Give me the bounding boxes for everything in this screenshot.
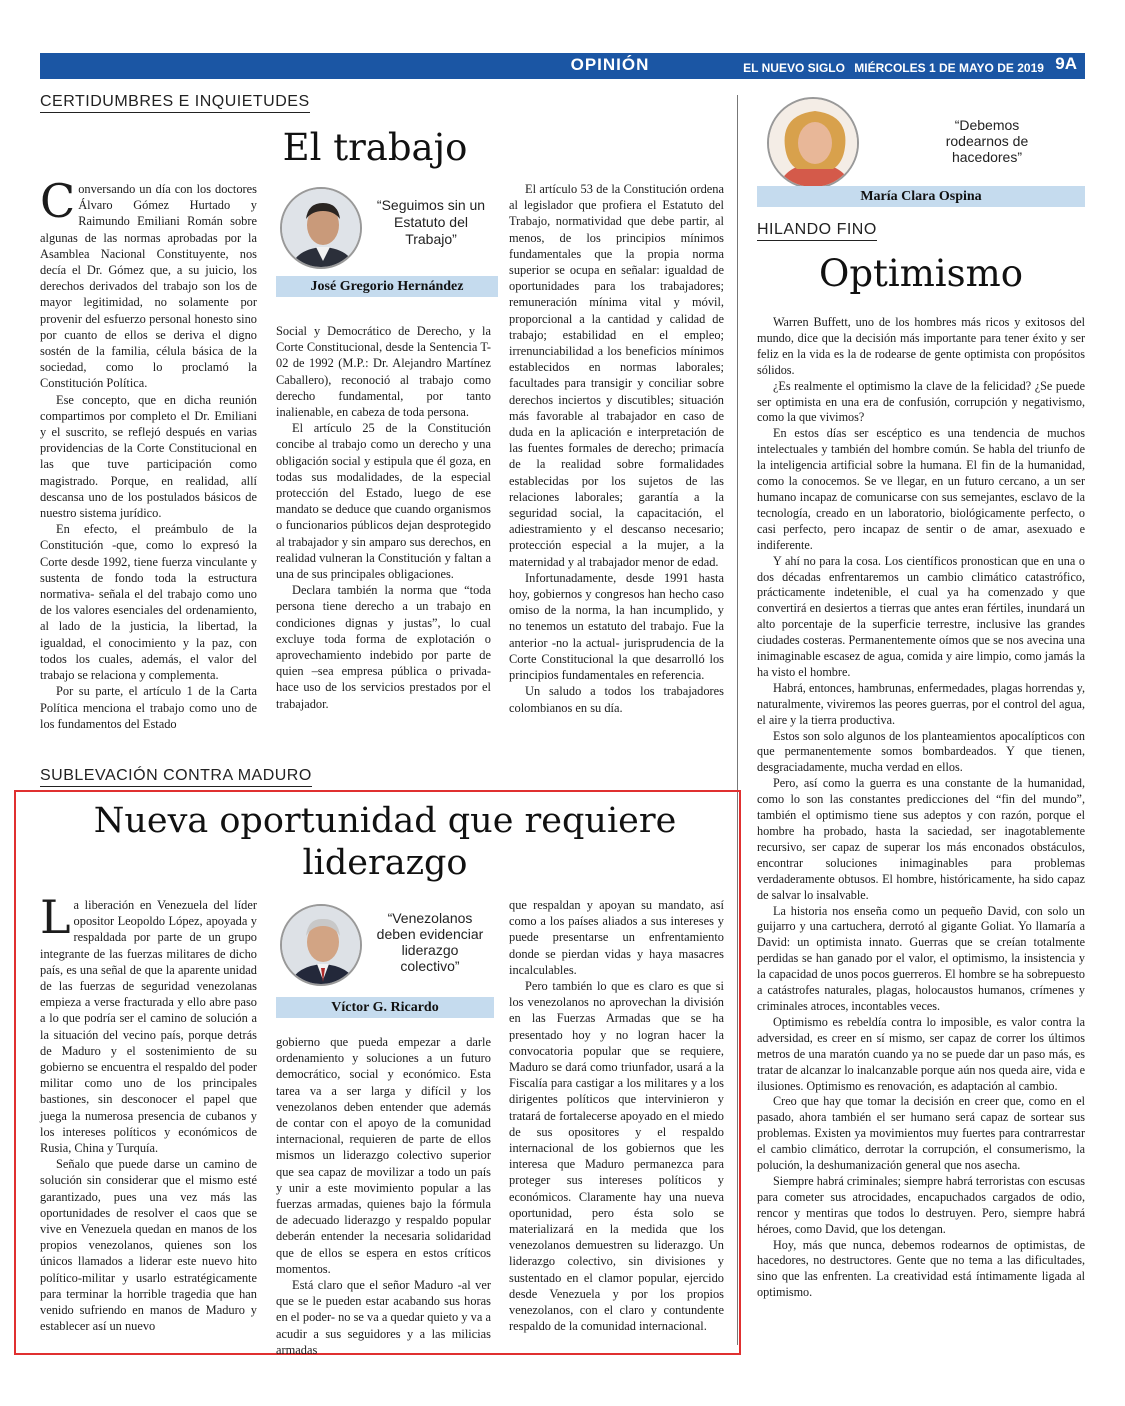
paragraph: El artículo 53 de la Constitución ordena al legislador que profiera el Estatuto del Trabajo, normatividad que debe partir, al menos, de los principios mínimos fundamentales que la propia norma superior se ocupa en señalar: igualdad de oportunidades para los trabajadores; remuneración mínima vital y móvil, proporcional a la cantidad y calidad de trabajo; estabilidad en el empleo; irrenunciabilidad a los beneficios mínimos establecidos en normas laborales; facultades para transigir y conciliar sobre derechos inciertos y discutibles; situación más favorable al trabajador en caso de duda en la aplicación e interpretación de las fuentes formales de derecho; primacía de la realidad sobre formalidades establecidas por los sujetos de las relaciones laborales; garantía a la seguridad social, la capacitación, el adiestramiento y el descanso necesario; protección especial a la mujer, a la maternidad y al trabajador menor de edad. — [509, 182, 724, 569]
paragraph: Un saludo a todos los trabajadores colombianos en su día. — [509, 684, 724, 715]
article-title: Nueva oportunidad que requiere liderazgo — [93, 801, 677, 883]
section-header-band — [40, 53, 1085, 79]
paragraph: El artículo 25 de la Constitución concibe al trabajo como un derecho y una obligación social y estipula que él goza, en todas sus modalidades, de la especial protección del Estado, luego de ese mandato se deduce que cuando organismos o funcionarios públicos dejan desprotegido al trabajador y sin amparo sus derechos, en realidad vulneran la Constitución y faltan a una de sus principales obligaciones. — [276, 421, 491, 582]
paragraph: Hoy, más que nunca, debemos rodearnos de optimistas, de hacedores, no destructores. Gente que no tema a las dificultades, sino que las enfrenten. La creatividad está íntimamente ligada al optimismo. — [757, 1237, 1085, 1300]
paragraph: Infortunadamente, desde 1991 hasta hoy, gobiernos y congresos han hecho caso omiso de la norma, la han incumplido, y no tenemos un estatuto del trabajo. Fue la anterior -no la actual- jurisprudencia de la Corte Constitucional la que desarrolló los principios fundamentales en referencia. — [509, 570, 724, 683]
paragraph: Señalo que puede darse un camino de solución sin considerar que el mismo esté garantizado, pues una vez más las oportunidades de resolver el caos que se vive en Venezuela quedan en manos de los propios venezolanos, quienes son los únicos llamados a liderar este nuevo hito político-militar y usarlo estratégicamente para terminar la horrible tragedia que han venido sufriendo en manos de Maduro y establecer así un nuevo — [40, 1157, 257, 1334]
author-name: María Clara Ospina — [757, 186, 1085, 207]
folio — [743, 54, 1077, 77]
article-column — [40, 890, 257, 1334]
page-number: 9A — [1055, 54, 1077, 73]
drop-cap: C — [40, 174, 76, 228]
author-photo — [280, 904, 362, 986]
pull-quote: “Seguimos sin un Estatuto del Trabajo” — [376, 197, 486, 247]
paragraph: Pero, así como la guerra es una constante de la humanidad, como lo son las constantes predicciones del “fin del mundo”, también el optimismo tiene sus adeptos y con razón, porque el hombre ha probado, hasta la saciedad, ser inagotablemente recursivo, ser capaz de superar los más enconados obstáculos, encontrar soluciones inimaginables para problemas verdaderamente obtusos. El hombre, históricamente, ha sido capaz de salvar lo insalvable. — [757, 776, 1085, 902]
author-box — [276, 183, 498, 301]
paragraph: que respaldan y apoyan su mandato, así como a los países aliados a sus intereses y puede presentarse un enfrentamiento donde se pierdan vidas y haya masacres incalculables. — [509, 898, 724, 977]
author-photo — [280, 187, 362, 269]
article-column — [509, 181, 724, 716]
paragraph: Y ahí no para la cosa. Los científicos pronostican que en una o dos décadas enfrentaremos un cambio climático catastrófico, prácticamente indetenible, el cual ya ha comenzado y que convertirá en desiertos a tierras que antes eran fértiles, inundará un alto porcentaje de la superficie terrestre, inclusive las grandes ciudades costeras. Permanentemente oímos que se nos avecina una inimaginable escasez de agua, comida y aire limpio, como jamás la ha visto el hombre. — [757, 553, 1085, 679]
article-column — [276, 1034, 491, 1358]
paragraph: Optimismo es rebeldía contra lo imposible, es valor contra la adversidad, es creer en sí mismo, ser capaz de correr los últimos metros de una maratón cuando ya no se puede dar un paso más, es tratar de alcanzar lo inalcanzable porque aún nos queda aire, vida e ilusiones. Optimismo es renovación, es adaptación al cambio. — [757, 1014, 1085, 1093]
paragraph: Conversando un día con los doctores Álvaro Gómez Hurtado y Raimundo Emiliani Román sobre algunas de las normas aprobadas por la Asamblea Nacional Constituyente, nos decía el Dr. Gómez que, a su juicio, los derechos derivados del trabajo son los de mayor legitimidad, no solamente por provenir del esfuerzo personal honesto sino por cuanto de ellos se deriva el digno sostén de la familia, célula básica de la sociedad, como lo proclamó la Constitución Política. — [40, 174, 257, 391]
author-name: Víctor G. Ricardo — [276, 997, 494, 1018]
paragraph: Social y Democrático de Derecho, y la Corte Constitucional, desde la Sentencia T-02 de 1992 (M.P.: Dr. Alejandro Martínez Caballero), reconoció al trabajo como derecho fundamental, por tanto inalienable, en cabeza de toda persona. — [276, 324, 491, 420]
issue-date: MIÉRCOLES 1 DE MAYO DE 2019 — [854, 61, 1044, 75]
section-title: OPINIÓN — [570, 55, 650, 74]
article-kicker: CERTIDUMBRES E INQUIETUDES — [40, 93, 310, 113]
article-kicker: HILANDO FINO — [757, 221, 877, 241]
pull-quote: “Debemos rodearnos de hacedores” — [945, 117, 1029, 165]
article-column — [509, 897, 724, 1334]
paragraph: Por su parte, el artículo 1 de la Carta Política menciona el trabajo como uno de los fundamentos del Estado — [40, 684, 257, 731]
paragraph: Siempre habrá criminales; siempre habrá terroristas con escusas para cometer sus atrocidades, encapuchados cargados de odio, rencor y mentiras que todos lo destruyen. Pero, siempre habrá héroes, como David, que los detengan. — [757, 1173, 1085, 1236]
paragraph: Pero también lo que es claro es que si los venezolanos no aprovechan la división en las Fuerzas Armadas que se ha presentado hoy y no logran hacer la convocatoria popular que se requiere, Maduro se dará como triunfador, usará a la Fiscalía para castigar a los militares y a los dirigentes políticos que intervinieron y tratará de fortalecerse apoyado en el miedo de sus opositores y el respaldo internacional de los gobiernos que les interesa que Maduro permanezca para proteger sus intereses políticos y económicos. Claramente hay una nueva oportunidad, pero ésta solo se materializará en la medida que los venezolanos demuestren su liderazgo. Un liderazgo colectivo, sin divisiones y sustentado en el clamor popular, ejercido desde Venezuela y por los propios venezolanos, con el claro y contundente respaldo de la comunidad internacional. — [509, 979, 724, 1334]
paragraph: Ese concepto, que en dicha reunión compartimos por completo el Dr. Emiliani y el suscrito, se reflejó después en varias providencias de la Corte Constitucional en las que tuve participación como magistrado. Porque, en realidad, allí descansa uno de los postulados básicos de nuestro sistema jurídico. — [40, 392, 257, 521]
paragraph: gobierno que pueda empezar a darle ordenamiento y soluciones a un futuro democrático, social y económico. Esta tarea va a ser larga y difícil y los venezolanos deben entender que además de contar con el apoyo de la comunidad internacional, requieren de parte de ellos mismos un liderazgo colectivo superior que sea capaz de movilizar a todo un país y unir a este movimiento popular a las fuerzas armadas, quienes bajo la fórmula de adecuado liderazgo y respaldo popular deberán entender la necesaria solidaridad que de ellos se espera en estos críticos momentos. — [276, 1035, 491, 1276]
paragraph: ¿Es realmente el optimismo la clave de la felicidad? ¿Se puede ser optimista en una era de confusión, corrupción y negativismo, como la que vivimos? — [757, 378, 1085, 425]
paragraph: Está claro que el señor Maduro -al ver que se le pueden estar acabando sus horas en el poder- no se va a quedar quieto y va a acudir a sus seguidores y a las milicias armadas — [276, 1278, 491, 1357]
author-box — [276, 900, 494, 1022]
paragraph: Creo que hay que tomar la decisión en creer que, como en el pasado, ahora también el ser humano será capaz de sortear sus problemas. Existen ya movimientos muy fuertes para contrarrestar el cambio climático, derrotar la corrupción, el consumerismo, la polución, la deshumanización general que nos asecha. — [757, 1094, 1085, 1173]
author-photo — [767, 97, 859, 189]
paragraph: Estos son solo algunos de los planteamientos apocalípticos con que permanentemente somos bombardeados. Y que tienen, desgraciadamente, mucha verdad en ellos. — [757, 728, 1085, 775]
article-title: Optimismo — [819, 252, 1023, 295]
newspaper-name: EL NUEVO SIGLO — [743, 61, 845, 75]
article-column — [40, 174, 257, 732]
paragraph: En efecto, el preámbulo de la Constitución -que, como lo expresó la Corte desde 1992, tiene fuerza vinculante y sustenta de fondo toda la estructura normativa- señala el del trabajo como uno de los valores esenciales del ordenamiento, al lado de la justicia, la libertad, la igualdad, el conocimiento y la paz, con todos los cuales, además, el valor del trabajo se relaciona y complementa. — [40, 522, 257, 683]
paragraph: Declara también la norma que “toda persona tiene derecho a un trabajo en condiciones dignas y justas”, lo cual excluye toda forma de explotación o aprovechamiento indebido por parte de quien –sea empresa pública o privada- hace uso de los servicios prestados por el trabajador. — [276, 583, 491, 711]
author-box — [757, 95, 1085, 211]
paragraph: Warren Buffett, uno de los hombres más ricos y exitosos del mundo, dice que la decisión más importante para tener éxito y ser feliz en la vida es la de rodearse de gente optimista con propósitos sólidos. — [757, 315, 1085, 377]
article-title: El trabajo — [282, 126, 468, 169]
paragraph: En estos días ser escéptico es una tendencia de muchos intelectuales y también del hombre común. Se habla del triunfo de la inteligencia artificial sobre la humana. El fin de la humanidad, como la conocemos. Se ve llegar, en un futuro cercano, a un ser humano incapaz de comunicarse con sus semejantes, esclavo de la tecnología, creado en un laboratorio, biológicamente perfecto, o casi perfecto, pero incapaz de sentir o de amar, asexuado e indiferente. — [757, 426, 1085, 552]
paragraph: Habrá, entonces, hambrunas, enfermedades, plagas horrendas y, naturalmente, viviremos las peores guerras, por el control del agua, el aire y la tierra productiva. — [757, 680, 1085, 727]
article-kicker: SUBLEVACIÓN CONTRA MADURO — [40, 767, 312, 787]
paragraph: La liberación en Venezuela del líder opositor Leopoldo López, apoyada y respaldada por parte de un grupo integrante de las fuerzas militares de dicho país, es una señal de que la aparente unidad de las fuerzas de seguridad venezolanas empieza a verse fracturada y ello abre paso a lo que podría ser el camino de solución a la situación del vecino país, porque detrás de Maduro y el sostenimiento de su gobierno se encuentra el respaldo del poder militar como uno de los principales bastiones, sin desconocer el papel que juega la numerosa presencia de cubanos y los intereses políticos y económicos de Rusia, China y Turquía. — [40, 890, 257, 1156]
pull-quote: “Venezolanos deben evidenciar liderazgo colectivo” — [376, 910, 484, 974]
drop-cap: L — [40, 890, 71, 944]
article-column — [757, 315, 1085, 1301]
article-column — [276, 323, 491, 712]
author-name: José Gregorio Hernández — [276, 276, 498, 297]
paragraph: La historia nos enseña como un pequeño David, con solo un guijarro y una cartuchera, derrotó al gigante Goliat. Yo llamaría a David: un optimista innato. Guerras que se creían totalmente perdidas se han ganado por el valor, el optimismo, la insistencia y la capacidad de unos pocos guerreros. El hombre se ha sobrepuesto a catástrofes naturales, plagas, holocaustos humanos, crímenes y criminales atroces, incontables veces. — [757, 903, 1085, 1013]
